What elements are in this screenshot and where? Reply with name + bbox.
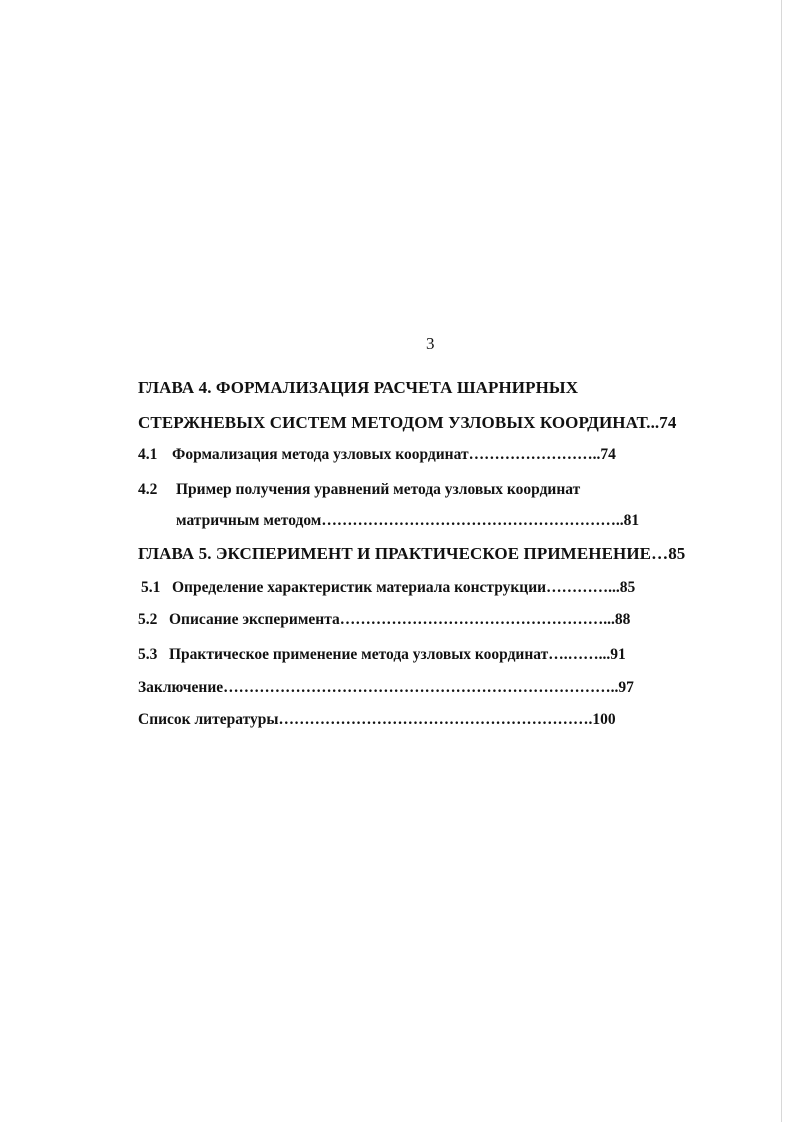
toc-entry-4-2 bbox=[138, 481, 580, 499]
toc-entry-references: Список литературы…………………………………………………….100 bbox=[138, 711, 616, 728]
section-number: 5.2 bbox=[138, 611, 158, 628]
section-number: 4.1 bbox=[138, 446, 158, 463]
chapter-4-title-line-1: ГЛАВА 4. ФОРМАЛИЗАЦИЯ РАСЧЕТА ШАРНИРНЫХ bbox=[138, 378, 579, 397]
section-number: 4.2 bbox=[138, 481, 158, 498]
toc-entry-5-3 bbox=[138, 646, 626, 664]
section-title: Формализация метода узловых координат……………………..74 bbox=[172, 446, 616, 463]
toc-entry-4-2-continuation: матричным методом…………………………………………………..81 bbox=[176, 512, 640, 529]
chapter-5-title: ГЛАВА 5. ЭКСПЕРИМЕНТ И ПРАКТИЧЕСКОЕ ПРИМЕНЕНИЕ…85 bbox=[138, 544, 686, 563]
page-number: 3 bbox=[426, 334, 435, 353]
toc-entry-conclusion: Заключение…………………………………………………………………..97 bbox=[138, 679, 634, 696]
section-title: Пример получения уравнений метода узловых координат bbox=[176, 481, 581, 498]
section-number: 5.1 bbox=[141, 579, 161, 596]
section-title: Определение характеристик материала конструкции…………...85 bbox=[172, 579, 636, 596]
chapter-4-title-line-2: СТЕРЖНЕВЫХ СИСТЕМ МЕТОДОМ УЗЛОВЫХ КООРДИНАТ...74 bbox=[138, 413, 677, 432]
toc-entry-5-1 bbox=[141, 579, 635, 597]
section-title: Описание эксперимента……………………………………………...88 bbox=[169, 611, 631, 628]
section-title: Практическое применение метода узловых координат….……...91 bbox=[169, 646, 626, 663]
section-number: 5.3 bbox=[138, 646, 158, 663]
toc-entry-5-2 bbox=[138, 611, 630, 629]
toc-entry-4-1 bbox=[138, 446, 616, 464]
scan-artifact-line bbox=[781, 0, 782, 1122]
